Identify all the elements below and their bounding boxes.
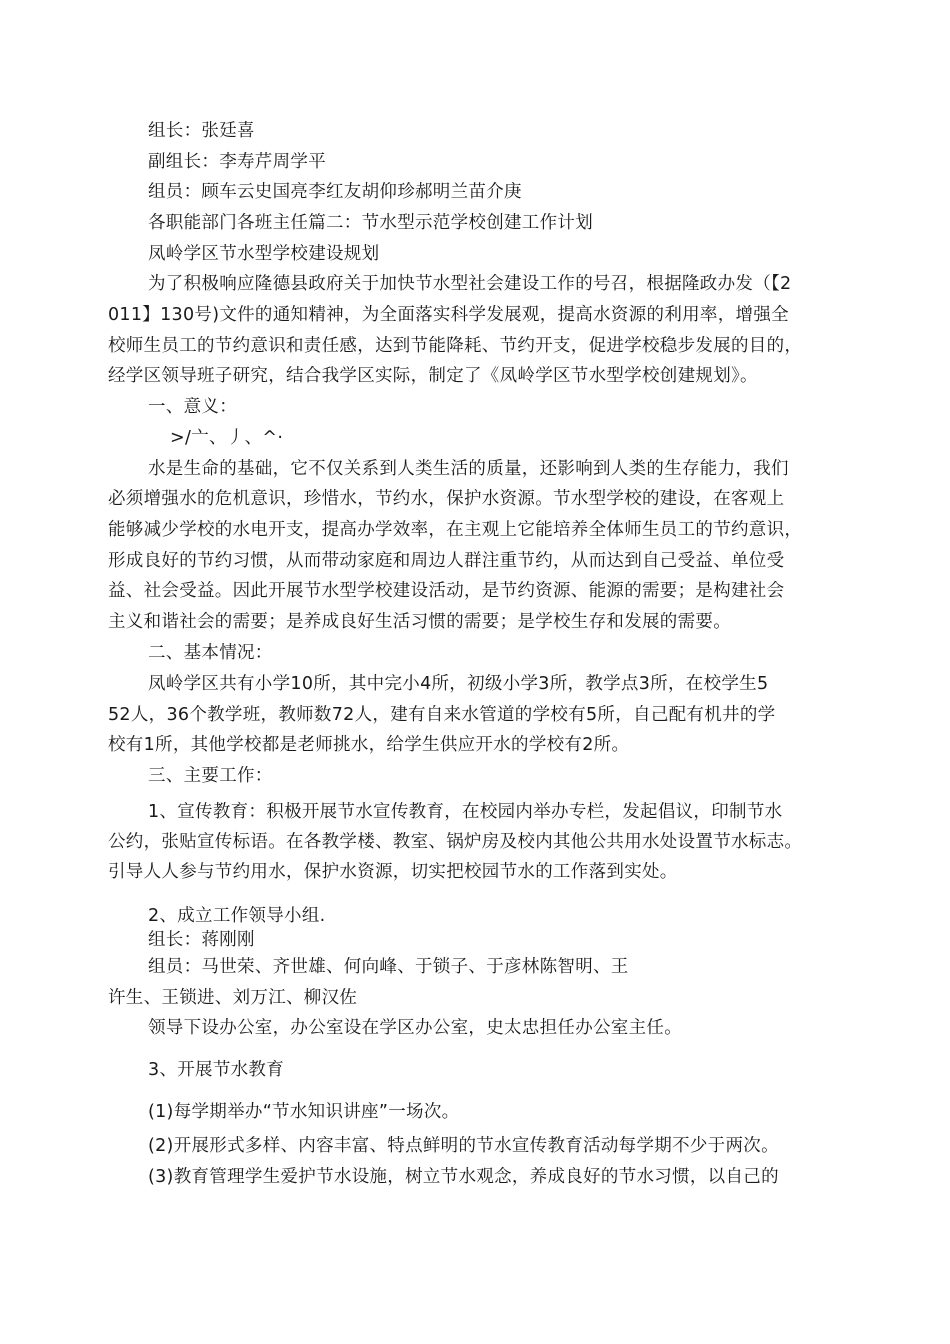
meaning-paragraph-line: 能够减少学校的水电开支，提高办学效率，在主观上它能培养全体师生员工的节约意识， xyxy=(108,520,803,540)
garbled-line: >/亠、丿、^· xyxy=(170,428,284,448)
meaning-paragraph-line: 益、社会受益。因此开展节水型学校建设活动，是节约资源、能源的需要；是构建社会 xyxy=(108,581,785,601)
work-item-3-title: 3、开展节水教育 xyxy=(148,1060,285,1080)
work-item-1-line: 公约，张贴宣传标语。在各教学楼、教室、锅炉房及校内其他公共用水处设置节水标志。 xyxy=(108,832,803,852)
work-item-1-line: 1、宣传教育：积极开展节水宣传教育，在校园内举办专栏，发起倡议，印制节水 xyxy=(148,802,783,822)
basic-paragraph-line: 凤岭学区共有小学10所，其中完小4所，初级小学3所，教学点3所，在校学生5 xyxy=(148,674,769,694)
work-item-2-members-line: 许生、王锁进、刘万江、柳汉佐 xyxy=(108,988,358,1008)
meaning-paragraph-line: 必须增强水的危机意识，珍惜水，节约水，保护水资源。节水型学校的建设，在客观上 xyxy=(108,489,785,509)
members-line: 组员：顾车云史国亮李红友胡仰珍郝明兰苗介庚 xyxy=(148,182,522,202)
heading-meaning: 一、意义： xyxy=(148,397,237,417)
intro-paragraph-line: 为了积极响应隆德县政府关于加快节水型社会建设工作的号召，根据隆政办发（【2 xyxy=(148,274,792,294)
heading-main-work: 三、主要工作： xyxy=(148,766,273,786)
work-item-1-line: 引导人人参与节约用水，保护水资源，切实把校园节水的工作落到实处。 xyxy=(108,862,678,882)
heading-basic-situation: 二、基本情况： xyxy=(148,643,273,663)
work-item-3-point: (2)开展形式多样、内容丰富、特点鲜明的节水宣传教育活动每学期不少于两次。 xyxy=(148,1136,779,1156)
work-item-2-leader: 组长：蒋刚刚 xyxy=(148,930,255,950)
meaning-paragraph-line: 水是生命的基础，它不仅关系到人类生活的质量，还影响到人类的生存能力，我们 xyxy=(148,459,789,479)
basic-paragraph-line: 52人，36个教学班，教师数72人，建有自来水管道的学校有5所，自己配有机井的学 xyxy=(108,705,776,725)
intro-paragraph-line: 011】130号)文件的通知精神，为全面落实科学发展观，提高水资源的利用率，增强全 xyxy=(108,305,789,325)
meaning-paragraph-line: 主义和谐社会的需要；是养成良好生活习惯的需要；是学校生存和发展的需要。 xyxy=(108,612,731,632)
work-item-3-point: (3)教育管理学生爱护节水设施，树立节水观念，养成良好的节水习惯，以自己的 xyxy=(148,1167,779,1187)
deputy-leader-line: 副组长：李寿芹周学平 xyxy=(148,152,326,172)
work-item-2-office: 领导下设办公室，办公室设在学区办公室，史太忠担任办公室主任。 xyxy=(148,1018,682,1038)
leader-line: 组长：张廷喜 xyxy=(148,121,255,141)
meaning-paragraph-line: 形成良好的节约习惯，从而带动家庭和周边人群注重节约，从而达到自己受益、单位受 xyxy=(108,551,785,571)
intro-paragraph-line: 经学区领导班子研究，结合我学区实际，制定了《凤岭学区节水型学校创建规划》。 xyxy=(108,366,758,386)
plan-title: 凤岭学区节水型学校建设规划 xyxy=(148,244,380,264)
section-title-line: 各职能部门各班主任篇二：节水型示范学校创建工作计划 xyxy=(148,213,593,233)
work-item-2-title: 2、成立工作领导小组. xyxy=(148,906,326,926)
intro-paragraph-line: 校师生员工的节约意识和责任感，达到节能降耗、节约开支，促进学校稳步发展的目的， xyxy=(108,336,803,356)
work-item-2-members-line: 组员：马世荣、齐世雄、何向峰、于锁子、于彦林陈智明、王 xyxy=(148,957,629,977)
work-item-3-point: (1)每学期举办“节水知识讲座”一场次。 xyxy=(148,1102,460,1122)
basic-paragraph-line: 校有1所，其他学校都是老师挑水，给学生供应开水的学校有2所。 xyxy=(108,735,630,755)
